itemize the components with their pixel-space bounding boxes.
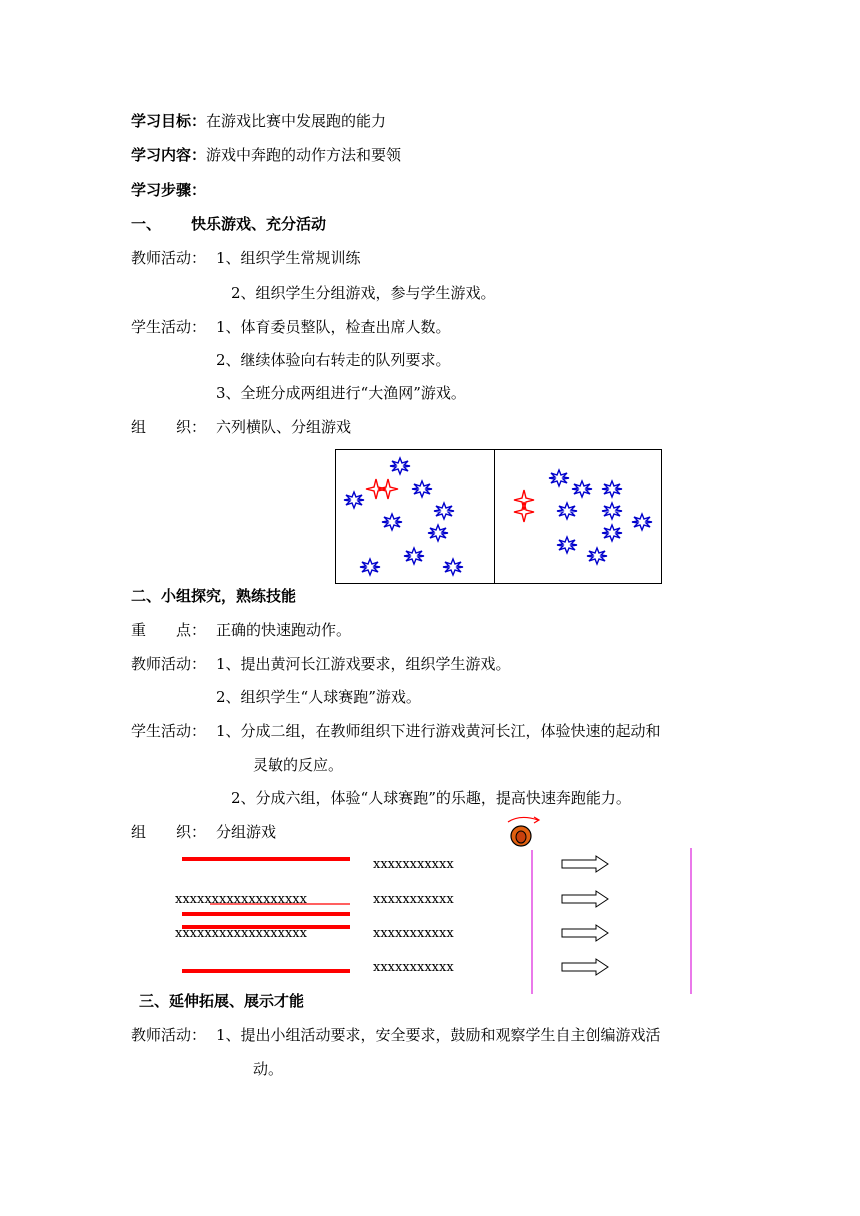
part1-org-text: 六列横队、分组游戏 [216, 418, 352, 436]
part1-heading [131, 214, 326, 234]
part1-teacher-item-1: 1、组织学生常规训练 [216, 249, 361, 267]
learning-steps-label: 学习步骤： [131, 181, 207, 199]
learning-content-text: 游戏中奔跑的动作方法和要领 [206, 146, 402, 164]
part2-org-label: 组 织： [131, 823, 207, 841]
part2-key-label: 重 点： [131, 621, 207, 639]
blue-star-icon [443, 559, 463, 575]
part1-org-label: 组 织： [131, 418, 207, 436]
part1-student-item-1: 1、体育委员整队，检查出席人数。 [216, 318, 451, 336]
blue-star-icon [382, 514, 402, 530]
part2-student-item-1b: 灵敏的反应。 [253, 756, 344, 774]
part2-student-item-2: 2、分成六组，体验“人球赛跑”的乐趣，提高快速奔跑能力。 [231, 789, 631, 807]
blue-star-icon [390, 458, 410, 474]
part1-heading-text: 快乐游戏、充分活动 [191, 215, 327, 233]
game-field-diagram [335, 449, 662, 584]
blue-star-icon [557, 537, 577, 553]
part2-teacher-item-1: 1、提出黄河长江游戏要求，组织学生游戏。 [216, 655, 511, 673]
part2-org-text: 分组游戏 [216, 823, 277, 841]
right-x-row-2: xxxxxxxxxxx [373, 892, 454, 907]
learning-content [131, 145, 401, 165]
arrow-right-icon [562, 959, 608, 975]
learning-goal-text: 在游戏比赛中发展跑的能力 [206, 112, 387, 130]
red-star-icon [366, 479, 386, 499]
blue-star-icon [602, 503, 622, 519]
blue-star-icon [360, 559, 380, 575]
blue-star-icon [549, 470, 569, 486]
left-x-row-1: xxxxxxxxxxxxxxxxxx [175, 892, 307, 907]
part1-student-label: 学生活动： [131, 318, 207, 336]
red-star-icon [514, 502, 534, 522]
blue-star-icon [557, 503, 577, 519]
part1-teacher-item-2: 2、组织学生分组游戏，参与学生游戏。 [231, 284, 496, 302]
part2-heading: 二、小组探究，熟练技能 [131, 587, 297, 605]
part2-student-item-1a: 1、分成二组，在教师组织下进行游戏黄河长江，体验快速的起动和 [216, 722, 661, 740]
part3-heading: 三、延伸拓展、展示才能 [139, 992, 305, 1010]
part1-student-item-3: 3、全班分成两组进行“大渔网”游戏。 [216, 384, 466, 402]
blue-star-icon [572, 481, 592, 497]
blue-star-icon [344, 492, 364, 508]
blue-star-icon [434, 503, 454, 519]
blue-star-icon [602, 525, 622, 541]
part3-teacher-item-1b: 动。 [253, 1060, 284, 1078]
learning-goal [131, 111, 386, 131]
blue-star-icon [602, 481, 622, 497]
part2-student-label: 学生活动： [131, 722, 207, 740]
field-markers [336, 450, 661, 583]
blue-star-icon [404, 548, 424, 564]
arrow-right-icon [562, 891, 608, 907]
part2-teacher-label: 教师活动： [131, 655, 207, 673]
left-x-row-2: xxxxxxxxxxxxxxxxxx [175, 926, 307, 941]
part3-teacher-item-1a: 1、提出小组活动要求，安全要求，鼓励和观察学生自主创编游戏活 [216, 1026, 661, 1044]
right-x-row-1: xxxxxxxxxxx [373, 857, 454, 872]
learning-content-label: 学习内容： [131, 146, 207, 164]
red-star-icon [514, 490, 534, 510]
red-star-icon [378, 479, 398, 499]
part2-key-text: 正确的快速跑动作。 [216, 621, 352, 639]
right-x-row-3: xxxxxxxxxxx [373, 926, 454, 941]
blue-star-icon [428, 525, 448, 541]
blue-star-icon [412, 481, 432, 497]
part1-student-item-2: 2、继续体验向右转走的队列要求。 [216, 351, 451, 369]
part1-heading-num: 一、 [131, 215, 162, 233]
arrow-right-icon [562, 856, 608, 872]
part1-teacher-label: 教师活动： [131, 249, 207, 267]
ball-icon [508, 817, 539, 846]
part3-teacher-label: 教师活动： [131, 1026, 207, 1044]
arrow-right-icon [562, 925, 608, 941]
part2-teacher-item-2: 2、组织学生“人球赛跑”游戏。 [216, 688, 421, 706]
right-x-row-4: xxxxxxxxxxx [373, 960, 454, 975]
blue-star-icon [587, 548, 607, 564]
learning-goal-label: 学习目标： [131, 112, 207, 130]
blue-star-icon [632, 514, 652, 530]
